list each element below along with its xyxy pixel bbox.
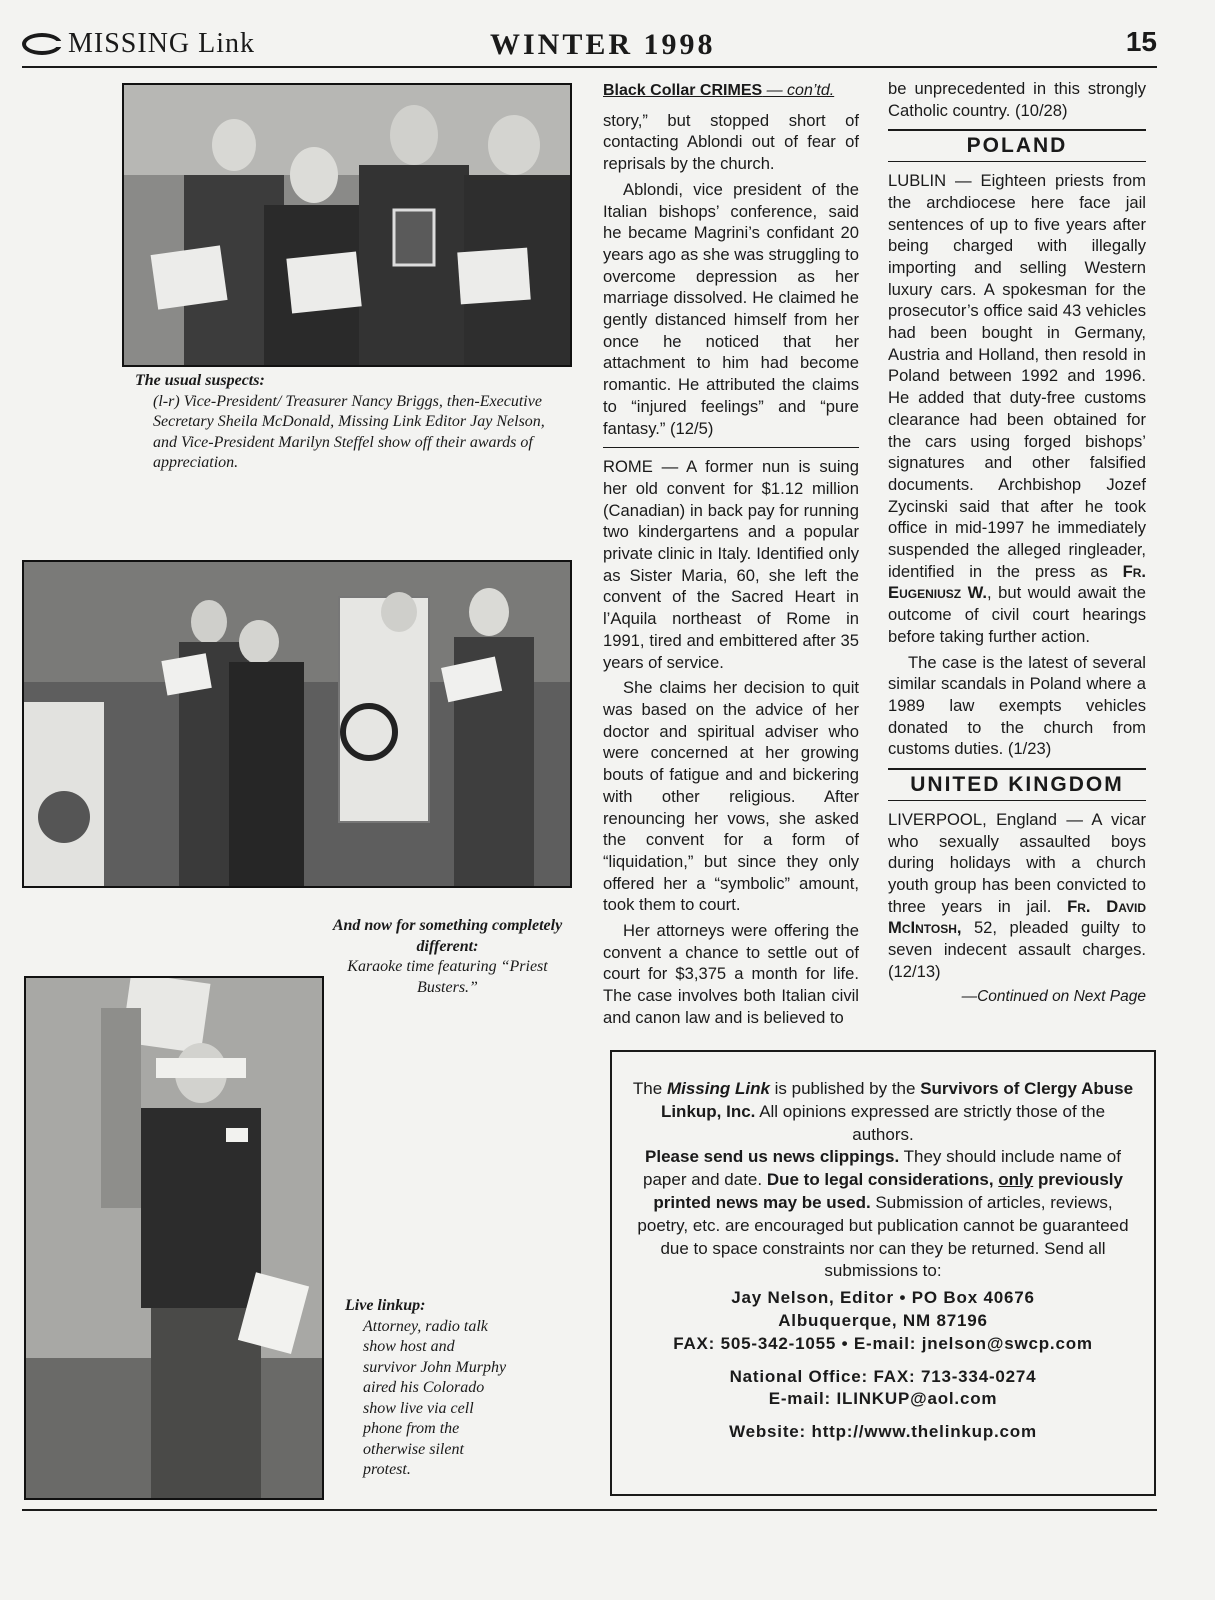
section-kicker: [603, 80, 859, 102]
issue-title: WINTER 1998: [490, 28, 716, 61]
middle-column: [603, 80, 859, 1033]
continued-note: —Continued on Next Page: [961, 988, 1146, 1006]
photo-awards-image: [124, 85, 570, 365]
photo-karaoke: [22, 560, 572, 888]
article-paragraph: [888, 170, 1146, 647]
article-text: LIVERPOOL, England — A vicar who sexually assaulted boys during holidays with a church youth group has been convicted to three years in jail.: [888, 809, 1146, 916]
section-heading-poland: POLAND: [888, 129, 1146, 162]
article-text: 52, pleaded guilty to seven indecent assault charges. (12/13): [888, 918, 1146, 981]
article-paragraph: ROME — A former nun is suing her old convent for $1.12 million (Canadian) in back pay for running two kindergartens and a popular private clinic in Italy. Identified only as Sister Maria, 60, she left the convent of the Sacred Heart in l’Aquila northeast of Rome in 1991, tired and embittered after 35 years of service.: [603, 457, 859, 672]
article-paragraph: She claims her decision to quit was based on the advice of her doctor and spiritual adviser who were concerned at her growing bouts of fatigue and and bickering with other religious. After renouncing her vows, she asked the convent for a form of “liquidation,” but since they only offered her a “symbolic” amount, took them to court.: [603, 678, 859, 915]
national-office: National Office: FAX: 713-334-0274: [729, 1366, 1037, 1386]
info-text: They should include name of paper and date.: [643, 1147, 1121, 1190]
info-bold-underline: only: [998, 1170, 1034, 1190]
person-name: Fr. David McIntosh,: [888, 896, 1146, 938]
article-paragraph: Ablondi, vice president of the Italian bishops’ conference, said he became Magrini’s confidant 20 years ago as she was struggling to overcome depression as her marriage dissolved. He claimed he gently distanced himself from her once he noticed that her attachment to him had become romantic. He attributed the claims to “injured feelings” and “pure fantasy.” (12/5): [603, 179, 859, 438]
editor-address: Jay Nelson, Editor • PO Box 40676: [731, 1288, 1035, 1308]
kicker-text: Black Collar CRIMES: [603, 82, 763, 99]
section-heading-uk: UNITED KINGDOM: [888, 768, 1146, 801]
info-bold: Due to legal considerations,: [766, 1170, 999, 1190]
masthead: [22, 28, 255, 60]
editor-contact: FAX: 505-342-1055 • E-mail: jnelson@swcp.com: [673, 1333, 1093, 1353]
photo-awards-group: [122, 83, 572, 367]
info-bold: previously printed news may be used.: [653, 1170, 1123, 1212]
publisher-statement: [632, 1078, 1134, 1146]
photo-live-linkup: [24, 976, 324, 1500]
caption-body: Karaoke time featuring “Priest Busters.”: [347, 958, 548, 996]
caption-body: Attorney, radio talk show host and survivor John Murphy aired his Colorado show live via cell phone from the otherwise silent protest.: [363, 1317, 507, 1478]
article-paragraph: The case is the latest of several similar scandals in Poland where a 1989 law exempts vehicles donated to the church from customs duties. (1/23): [888, 652, 1146, 759]
publisher-info-box: [610, 1050, 1156, 1496]
info-text: Submission of articles, reviews, poetry, etc. are encouraged but publication cannot be guaranteed due to space constraints nor can they be returned. Send all submissions to:: [637, 1192, 1129, 1281]
photo-karaoke-image: [24, 562, 570, 886]
masthead-title: MISSING Link: [68, 28, 256, 59]
article-paragraph: [888, 809, 1146, 983]
link-logo-icon: [22, 33, 62, 55]
article-divider: [603, 447, 859, 448]
article-text: LUBLIN — Eighteen priests from the archdiocese here face jail sentences of up to five years after being charged with illegally importing and selling Western luxury cars. A spokesman for the prosecutor’s office said 43 vehicles had been bought in Germany, Austria and Holland, then resold in Poland between 1992 and 1996. He added that duty-free customs clearance had been obtained for the cars using forged bishops’ signatures and other falsified documents. Archbishop Jozef Zycinski said that after he took office in mid-1997 he immediately suspended the alleged ringleader, identified in the press as: [888, 171, 1146, 581]
info-text: The: [632, 1079, 667, 1098]
person-name: Fr. Eugeniusz W.: [888, 561, 1146, 603]
caption-title: The usual suspects:: [135, 372, 265, 389]
caption-awards: [135, 371, 565, 474]
national-email: E-mail: ILINKUP@aol.com: [768, 1389, 998, 1409]
caption-live-linkup: [345, 1296, 510, 1481]
info-text: is published by the: [769, 1079, 921, 1098]
caption-title: And now for something completely different:: [332, 917, 563, 955]
org-name: Survivors of Clergy Abuse Linkup, Inc.: [660, 1079, 1134, 1121]
website: Website: http://www.thelinkup.com: [729, 1422, 1037, 1442]
header-rule: [22, 66, 1157, 68]
publication-title: Missing Link: [666, 1079, 770, 1098]
caption-body: (l-r) Vice-President/ Treasurer Nancy Briggs, then-Executive Secretary Sheila McDonald, Missing Link Editor Jay Nelson, and Vice-President Marilyn Steffel show off their awards of appreciation.: [153, 392, 545, 471]
submission-guidelines: [632, 1146, 1134, 1283]
article-paragraph: Her attorneys were offering the convent a chance to settle out of court for $3,375 a month for life. The case involves both Italian civil and canon law and is believed to: [603, 921, 859, 1027]
editor-city: Albuquerque, NM 87196: [778, 1310, 988, 1330]
caption-karaoke: [330, 916, 565, 998]
article-paragraph: story,” but stopped short of contacting Ablondi out of fear of reprisals by the church.: [603, 110, 859, 174]
kicker-continued: — con’td.: [762, 82, 835, 99]
info-text: All opinions expressed are strictly those of the authors.: [755, 1101, 1106, 1144]
article-text: , but would await the outcome of civil court hearings before taking further action.: [888, 583, 1147, 646]
footer-rule: [22, 1509, 1157, 1511]
caption-title: Live linkup:: [345, 1297, 426, 1314]
page-number: 15: [1125, 26, 1157, 57]
info-bold: Please send us news clippings.: [645, 1147, 900, 1167]
right-column: [888, 78, 1146, 1008]
photo-live-linkup-image: [26, 978, 322, 1498]
article-paragraph: be unprecedented in this strongly Catholic country. (10/28): [888, 79, 1146, 120]
